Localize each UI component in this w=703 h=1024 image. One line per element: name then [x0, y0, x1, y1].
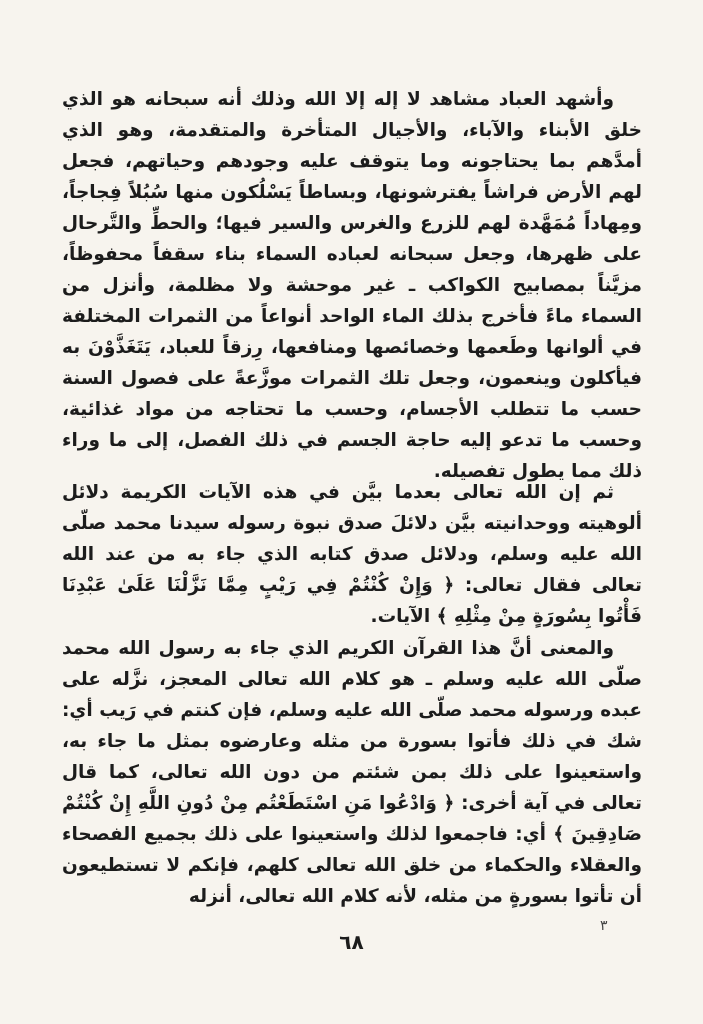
paragraph-1	[62, 84, 642, 487]
paragraph-text: وأشهد العباد مشاهد لا إله إلا الله وذلك أنه سبحانه هو الذي خلق الأبناء والآباء، والأجيال المتأخرة والمتقدمة، وهو الذي أمدَّهم بما يحتاجونه وما يتوقف عليه وجودهم وحياتهم، فجعل لهم الأرض فراشاً يفترشونها، وبساطاً يَسْلُكون منها سُبُلاً فِجاجاً، ومِهاداً مُمَهَّدة لهم للزرع والغرس والسير فيها؛ والحطِّ والتَّرحال على ظهرها، وجعل سبحانه لعباده السماء بناء سقفاً محفوظاً، مزيَّناً بمصابيح الكواكب ـ غير موحشة ولا مظلمة، وأنزل من السماء ماءً فأخرج بذلك الماء الواحد أنواعاً من الثمرات المختلفة في ألوانها وطَعمها وخصائصها ومنافعها، رِزقاً للعباد، يَتَغَذَّوْنَ به فيأكلون وينعمون، وجعل تلك الثمرات موزَّعةً على فصول السنة حسب ما تتطلب الأجسام، وحسب ما تحتاجه من مواد غذائية، وحسب ما تدعو إليه حاجة الجسم في ذلك الفصل، إلى ما وراء ذلك مما يطول تفصيله.	[62, 89, 642, 482]
paragraph-2	[62, 477, 642, 632]
corner-mark: ٣	[600, 918, 608, 934]
page-number: ٦٨	[339, 930, 364, 954]
paragraph-text: ثم إن الله تعالى بعدما بيَّن في هذه الآيات الكريمة دلائل ألوهيته ووحدانيته بيَّن دلائلَ صدق نبوة رسوله سيدنا محمد صلّى الله عليه وسلم، ودلائل صدق كتابه الذي جاء به من عند الله تعالى فقال تعالى: ﴿ وَإِنْ كُنْتُمْ فِي رَيْبٍ مِمَّا نَزَّلْنَا عَلَىٰ عَبْدِنَا فَأْتُوا بِسُورَةٍ مِنْ مِثْلِهِ ﴾ الآيات.	[62, 482, 642, 627]
paragraph-text: والمعنى أنَّ هذا القرآن الكريم الذي جاء به رسول الله محمد صلّى الله عليه وسلم ـ هو كلام الله تعالى المعجز، نزَّله على عبده ورسوله محمد صلّى الله عليه وسلم، فإن كنتم في رَيب أي: شك في ذلك فأتوا بسورة من مثله وعارضوه بمثل ما جاء به، واستعينوا على ذلك بمن شئتم من دون الله تعالى، كما قال تعالى في آية أخرى: ﴿ وَادْعُوا مَنِ اسْتَطَعْتُم مِنْ دُونِ اللَّهِ إِنْ كُنْتُمْ صَادِقِينَ ﴾ أي: فاجمعوا لذلك واستعينوا على ذلك بجميع الفصحاء والعقلاء والحكماء من خلق الله تعالى كلهم، فإنكم لا تستطيعون أن تأتوا بسورةٍ من مثله، لأنه كلام الله تعالى، أنزله	[62, 638, 642, 907]
paragraph-3	[62, 633, 642, 912]
